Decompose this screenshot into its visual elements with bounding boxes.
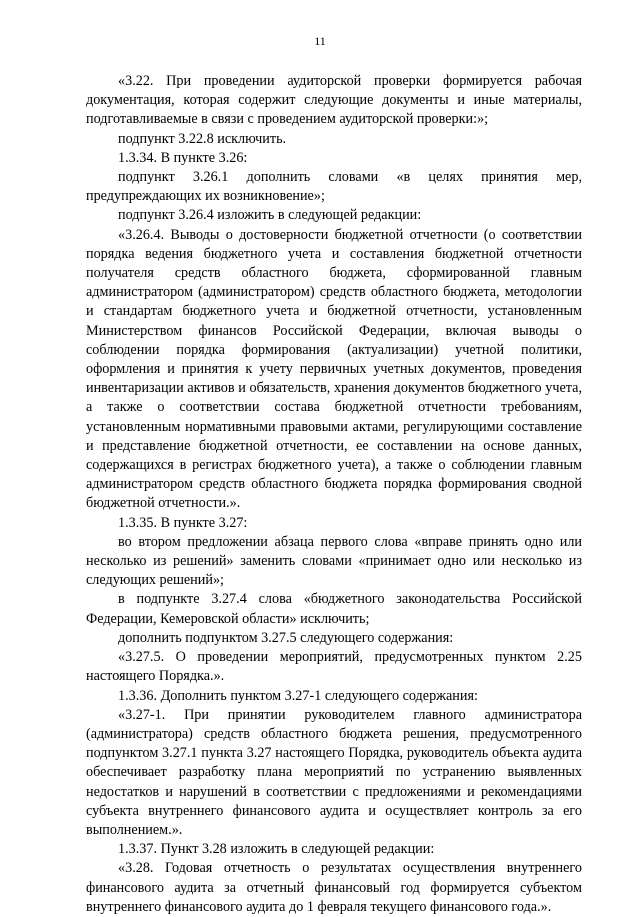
- paragraph-add-3-27-5: дополнить подпунктом 3.27.5 следующего содержания:: [118, 629, 454, 646]
- paragraph-3-22: «3.22. При проведении аудиторской проверки формируется рабочая документация, которая содержит следующие документы и иные материалы, подготавливаемые в связи с проведением аудиторской проверки:»;: [86, 73, 582, 128]
- paragraph-3-26-1: подпункт 3.26.1 дополнить словами «в целях принятия мер, предупреждающих их возникновение»;: [86, 169, 582, 205]
- paragraph-3-27-1: «3.27-1. При принятии руководителем главного администратора (администратора) средств областного бюджета решения, предусмотренного подпунктом 3.27.1 пункта 3.27 настоящего Порядка, руководитель объекта аудита обеспечивает разработку плана мероприятий по устранению выявленных недостатков и нарушений в соответствии с предложениями и рекомендациями субъекта внутреннего финансового аудита и осуществляет контроль за его выполнением.».: [86, 706, 582, 838]
- paragraph-1-3-37: 1.3.37. Пункт 3.28 изложить в следующей редакции:: [118, 841, 435, 858]
- paragraph-1-3-34: 1.3.34. В пункте 3.26:: [118, 149, 248, 166]
- paragraph-1-3-36: 1.3.36. Дополнить пунктом 3.27-1 следующего содержания:: [118, 687, 478, 704]
- paragraph-3-26-4-intro: подпункт 3.26.4 изложить в следующей редакции:: [118, 207, 422, 224]
- paragraph-3-26-4: «3.26.4. Выводы о достоверности бюджетной отчетности (о соответствии порядка ведения бюджетного учета и составления бюджетной отчетности получателя средств областного бюджета, сформированной главным администратором (администратором) средств областного бюджета, методологии и стандартам бюджетного учета и бюджетной отчетности, установленным Министерством финансов Российской Федерации, включая выводы о соблюдении порядка формирования (актуализации) учетной политики, оформления и принятия к учету первичных учетных документов, проведения инвентаризации активов и обязательств, хранения документов бюджетного учета, а также о соответствии состава бюджетной отчетности требованиям, установленным нормативными правовыми актами, регулирующими составление и представление бюджетной отчетности, ее составлении на основе данных, содержащихся в регистрах бюджетного учета), а также о соблюдении главным администратором средств областного бюджета порядка формирования сводной бюджетной отчетности.».: [86, 226, 582, 512]
- page-number: 11: [314, 34, 326, 48]
- paragraph-3-27-4: в подпункте 3.27.4 слова «бюджетного законодательства Российской Федерации, Кемеровской области» исключить;: [86, 591, 582, 627]
- paragraph-3-27-5: «3.27.5. О проведении мероприятий, предусмотренных пунктом 2.25 настоящего Порядка.».: [86, 649, 582, 685]
- paragraph-second-sentence: во втором предложении абзаца первого слова «вправе принять одно или несколько из решений» заменить словами «принимает одно или несколько из следующих решений»;: [86, 533, 582, 589]
- paragraph-3-28: «3.28. Годовая отчетность о результатах осуществления внутреннего финансового аудита за отчетный финансовый год формируется субъектом внутреннего финансового аудита до 1 февраля текущего финансового года.».: [86, 860, 582, 915]
- paragraph-1-3-35: 1.3.35. В пункте 3.27:: [118, 514, 248, 531]
- document-body: [86, 72, 582, 917]
- paragraph-exclude-3-22-8: подпункт 3.22.8 исключить.: [118, 130, 287, 147]
